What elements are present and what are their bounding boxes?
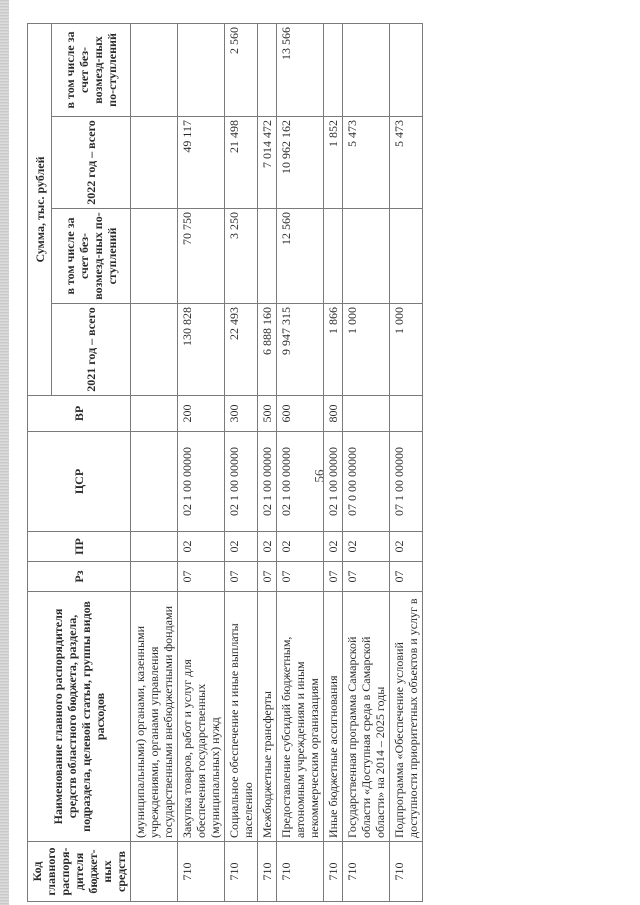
header-code: Код главного распоря-дителя бюджет-ных средств: [28, 842, 131, 902]
cell-rz: [131, 562, 178, 592]
cell-2022-nonfree: [178, 23, 225, 116]
header-2022-total: 2022 год – всего: [52, 117, 131, 209]
cell-code: [131, 842, 178, 902]
table-row: [225, 23, 258, 901]
cell-csr: 02 1 00 00000: [225, 432, 258, 532]
cell-2021-total: 1 000: [390, 304, 423, 396]
cell-rz: 07: [390, 562, 423, 592]
cell-2022-nonfree: [343, 23, 390, 116]
cell-vr: 200: [178, 396, 225, 432]
budget-table: [27, 23, 423, 902]
table-row: [324, 23, 343, 901]
cell-csr: 07 0 00 00000: [343, 432, 390, 532]
cell-2021-nonfree: [324, 209, 343, 304]
cell-code: 710: [258, 842, 277, 902]
cell-pr: 02: [324, 532, 343, 562]
cell-2022-nonfree: [324, 23, 343, 116]
cell-code: 710: [277, 842, 324, 902]
cell-2022-nonfree: [258, 23, 277, 116]
header-csr: ЦСР: [28, 432, 131, 532]
table-row: [390, 23, 423, 901]
cell-rz: 07: [277, 562, 324, 592]
cell-2021-nonfree: 70 750: [178, 209, 225, 304]
cell-pr: 02: [343, 532, 390, 562]
cell-2021-nonfree: [131, 209, 178, 304]
header-2022-nonfree: в том числе за счет без-возмезд-ных по-ступлений: [52, 23, 131, 116]
cell-2022-nonfree: 2 560: [225, 23, 258, 116]
scan-edge: [0, 0, 9, 905]
page-number: 56: [311, 469, 327, 483]
cell-2022-total: [131, 117, 178, 209]
cell-rz: 07: [178, 562, 225, 592]
cell-pr: 02: [258, 532, 277, 562]
cell-csr: 07 1 00 00000: [390, 432, 423, 532]
cell-2022-total: 7 014 472: [258, 117, 277, 209]
cell-2021-total: 6 888 160: [258, 304, 277, 396]
cell-pr: [131, 532, 178, 562]
cell-2021-total: 1 000: [343, 304, 390, 396]
cell-2021-nonfree: [258, 209, 277, 304]
header-2021-total: 2021 год – всего: [52, 304, 131, 396]
cell-code: 710: [343, 842, 390, 902]
table-row: [178, 23, 225, 901]
cell-code: 710: [225, 842, 258, 902]
cell-2022-total: 49 117: [178, 117, 225, 209]
cell-vr: [343, 396, 390, 432]
cell-vr: 800: [324, 396, 343, 432]
cell-2022-total: 1 852: [324, 117, 343, 209]
cell-2021-nonfree: [343, 209, 390, 304]
cell-2022-nonfree: 13 566: [277, 23, 324, 116]
cell-name: Межбюджетные трансферты: [258, 592, 277, 842]
cell-code: 710: [390, 842, 423, 902]
cell-2022-nonfree: [131, 23, 178, 116]
cell-rz: 07: [258, 562, 277, 592]
cell-2021-total: 1 866: [324, 304, 343, 396]
rotated-page: [27, 12, 602, 902]
header-name: Наименование главного распорядителя средств областного бюджета, раздела, подраздела, целевой статьи, группы видов расходов: [28, 592, 131, 842]
cell-2021-total: 9 947 315: [277, 304, 324, 396]
cell-name: Предоставление субсидий бюджетным, автономным учреждениям и иным некоммерческим организациям: [277, 592, 324, 842]
cell-rz: 07: [225, 562, 258, 592]
cell-vr: 300: [225, 396, 258, 432]
table-row: [131, 23, 178, 901]
cell-vr: [131, 396, 178, 432]
cell-code: 710: [178, 842, 225, 902]
header-sum-group: Сумма, тыс. рублей: [28, 23, 52, 395]
header-rz: Рз: [28, 562, 131, 592]
table-row: [343, 23, 390, 901]
cell-csr: [131, 432, 178, 532]
cell-csr: 02 1 00 00000: [324, 432, 343, 532]
cell-pr: 02: [225, 532, 258, 562]
cell-2022-total: 5 473: [343, 117, 390, 209]
cell-2021-total: 130 828: [178, 304, 225, 396]
table-row: [258, 23, 277, 901]
cell-code: 710: [324, 842, 343, 902]
cell-2021-total: [131, 304, 178, 396]
table-row: [277, 23, 324, 901]
header-pr: ПР: [28, 532, 131, 562]
header-2021-nonfree: в том числе за счет без-возмезд-ных по-ступлений: [52, 209, 131, 304]
cell-name: Закупка товаров, работ и услуг для обеспечения государственных (муниципальных) нужд: [178, 592, 225, 842]
cell-2022-total: 10 962 162: [277, 117, 324, 209]
cell-csr: 02 1 00 00000: [178, 432, 225, 532]
cell-rz: 07: [324, 562, 343, 592]
cell-2021-total: 22 493: [225, 304, 258, 396]
cell-2022-total: 21 498: [225, 117, 258, 209]
cell-2021-nonfree: 3 250: [225, 209, 258, 304]
cell-name: Социальное обеспечение и иные выплаты населению: [225, 592, 258, 842]
cell-csr: 02 1 00 00000: [258, 432, 277, 532]
cell-2022-nonfree: [390, 23, 423, 116]
cell-2021-nonfree: 12 560: [277, 209, 324, 304]
cell-2022-total: 5 473: [390, 117, 423, 209]
cell-pr: 02: [178, 532, 225, 562]
cell-name: (муниципальными) органами, казенными учреждениями, органами управления государственными внебюджетными фондами: [131, 592, 178, 842]
cell-name: Государственная программа Самарской области «Доступная среда в Самарской области» на 2014 – 2025 годы: [343, 592, 390, 842]
header-row-1: [28, 23, 52, 901]
header-vr: ВР: [28, 396, 131, 432]
cell-pr: 02: [277, 532, 324, 562]
cell-vr: 600: [277, 396, 324, 432]
cell-csr: 02 1 00 00000: [277, 432, 324, 532]
cell-rz: 07: [343, 562, 390, 592]
cell-pr: 02: [390, 532, 423, 562]
cell-vr: 500: [258, 396, 277, 432]
cell-name: Иные бюджетные ассигнования: [324, 592, 343, 842]
cell-vr: [390, 396, 423, 432]
cell-name: Подпрограмма «Обеспечение условий доступности приоритетных объектов и услуг в: [390, 592, 423, 842]
cell-2021-nonfree: [390, 209, 423, 304]
